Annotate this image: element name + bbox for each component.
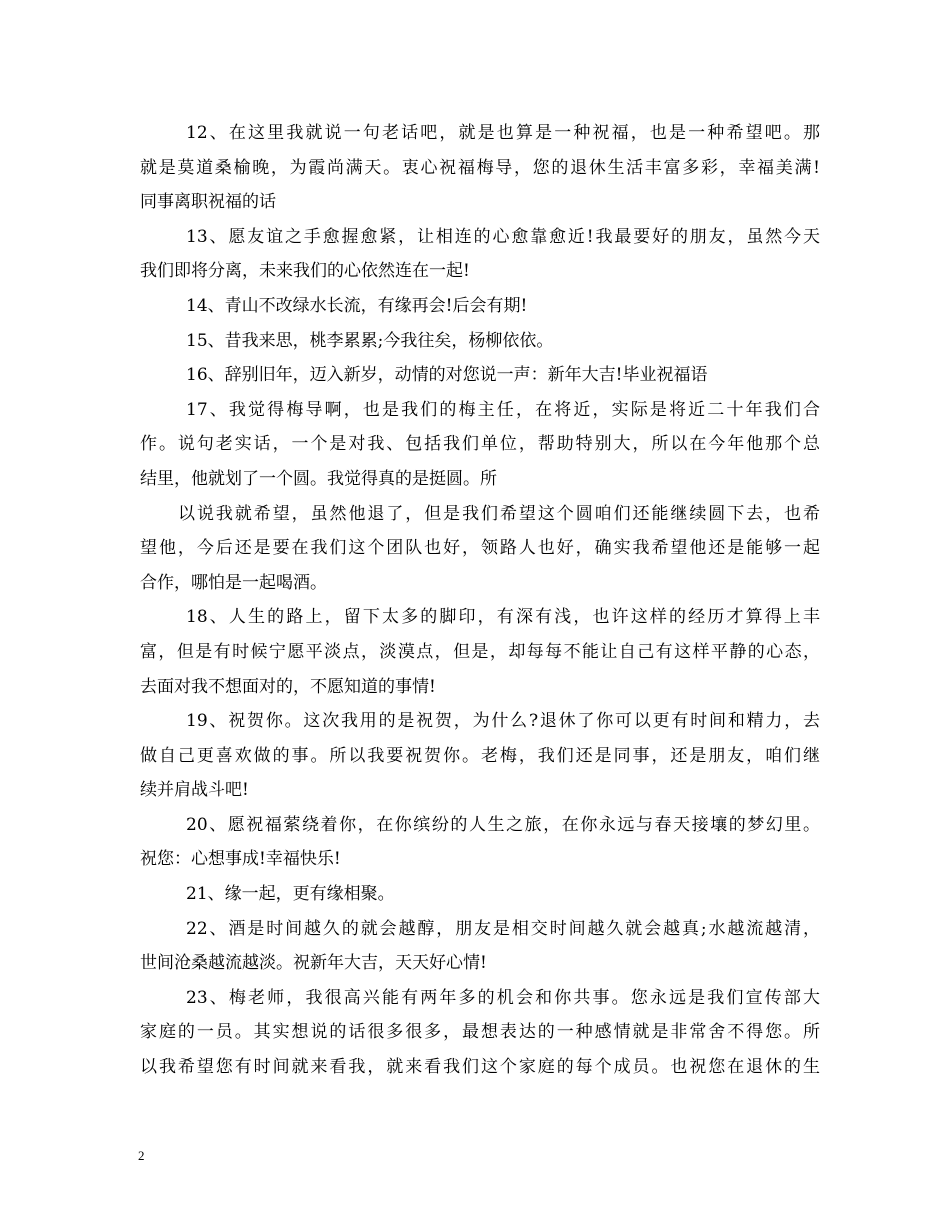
text-line: 19、祝贺你。这次我用的是祝贺，为什么?退休了你可以更有时间和精力，去: [186, 711, 820, 732]
text-line: 祝您：心想事成!幸福快乐!: [140, 849, 341, 870]
text-line: 结里，他就划了一个圆。我觉得真的是挺圆。所: [140, 468, 497, 489]
text-line: 做自己更喜欢做的事。所以我要祝贺你。老梅，我们还是同事，还是朋友，咱们继: [140, 745, 820, 766]
text-line: 18、人生的路上，留下太多的脚印，有深有浅，也许这样的经历才算得上丰: [186, 607, 820, 628]
text-line: 以说我就希望，虽然他退了，但是我们希望这个圆咱们还能继续圆下去，也希: [178, 503, 820, 524]
text-line: 16、辞别旧年，迈入新岁，动情的对您说一声：新年大吉!毕业祝福语: [186, 365, 708, 386]
text-line: 就是莫道桑榆晚，为霞尚满天。衷心祝福梅导，您的退休生活丰富多彩，幸福美满!: [140, 157, 820, 178]
text-line: 14、青山不改绿水长流，有缘再会!后会有期!: [186, 295, 528, 316]
text-line: 续并肩战斗吧!: [140, 780, 249, 801]
text-line: 去面对我不想面对的，不愿知道的事情!: [140, 676, 436, 697]
page-number: 2: [138, 1148, 145, 1163]
text-line: 作。说句老实话，一个是对我、包括我们单位，帮助特别大，所以在今年他那个总: [140, 434, 820, 455]
text-line: 望他，今后还是要在我们这个团队也好，领路人也好，确实我希望他还是能够一起: [140, 538, 820, 559]
text-line: 13、愿友谊之手愈握愈紧，让相连的心愈靠愈近!我最要好的朋友，虽然今天: [186, 226, 820, 247]
text-line: 23、梅老师，我很高兴能有两年多的机会和你共事。您永远是我们宣传部大: [186, 987, 820, 1008]
text-line: 22、酒是时间越久的就会越醇，朋友是相交时间越久就会越真;水越流越清，: [186, 918, 820, 939]
text-line: 17、我觉得梅导啊，也是我们的梅主任，在将近，实际是将近二十年我们合: [186, 399, 820, 420]
text-line: 合作，哪怕是一起喝酒。: [140, 572, 327, 593]
text-line: 21、缘一起，更有缘相聚。: [186, 884, 395, 905]
text-line: 15、昔我来思，桃李累累;今我往矣，杨柳依依。: [186, 330, 554, 351]
body-text: [140, 116, 820, 1085]
text-line: 同事离职祝福的话: [140, 192, 276, 213]
text-line: 世间沧桑越流越淡。祝新年大吉，天天好心情!: [140, 953, 487, 974]
text-line: 20、愿祝福萦绕着你，在你缤纷的人生之旅，在你永远与春天接壤的梦幻里。: [186, 814, 820, 835]
text-line: 以我希望您有时间就来看我，就来看我们这个家庭的每个成员。也祝您在退休的生: [140, 1057, 820, 1078]
text-line: 富，但是有时候宁愿平淡点，淡漠点，但是，却每每不能让自己有这样平静的心态，: [140, 641, 820, 662]
text-line: 12、在这里我就说一句老话吧，就是也算是一种祝福，也是一种希望吧。那: [186, 123, 820, 143]
text-line: 家庭的一员。其实想说的话很多很多，最想表达的一种感情就是非常舍不得您。所: [140, 1022, 820, 1043]
text-line: 我们即将分离，未来我们的心依然连在一起!: [140, 261, 470, 282]
